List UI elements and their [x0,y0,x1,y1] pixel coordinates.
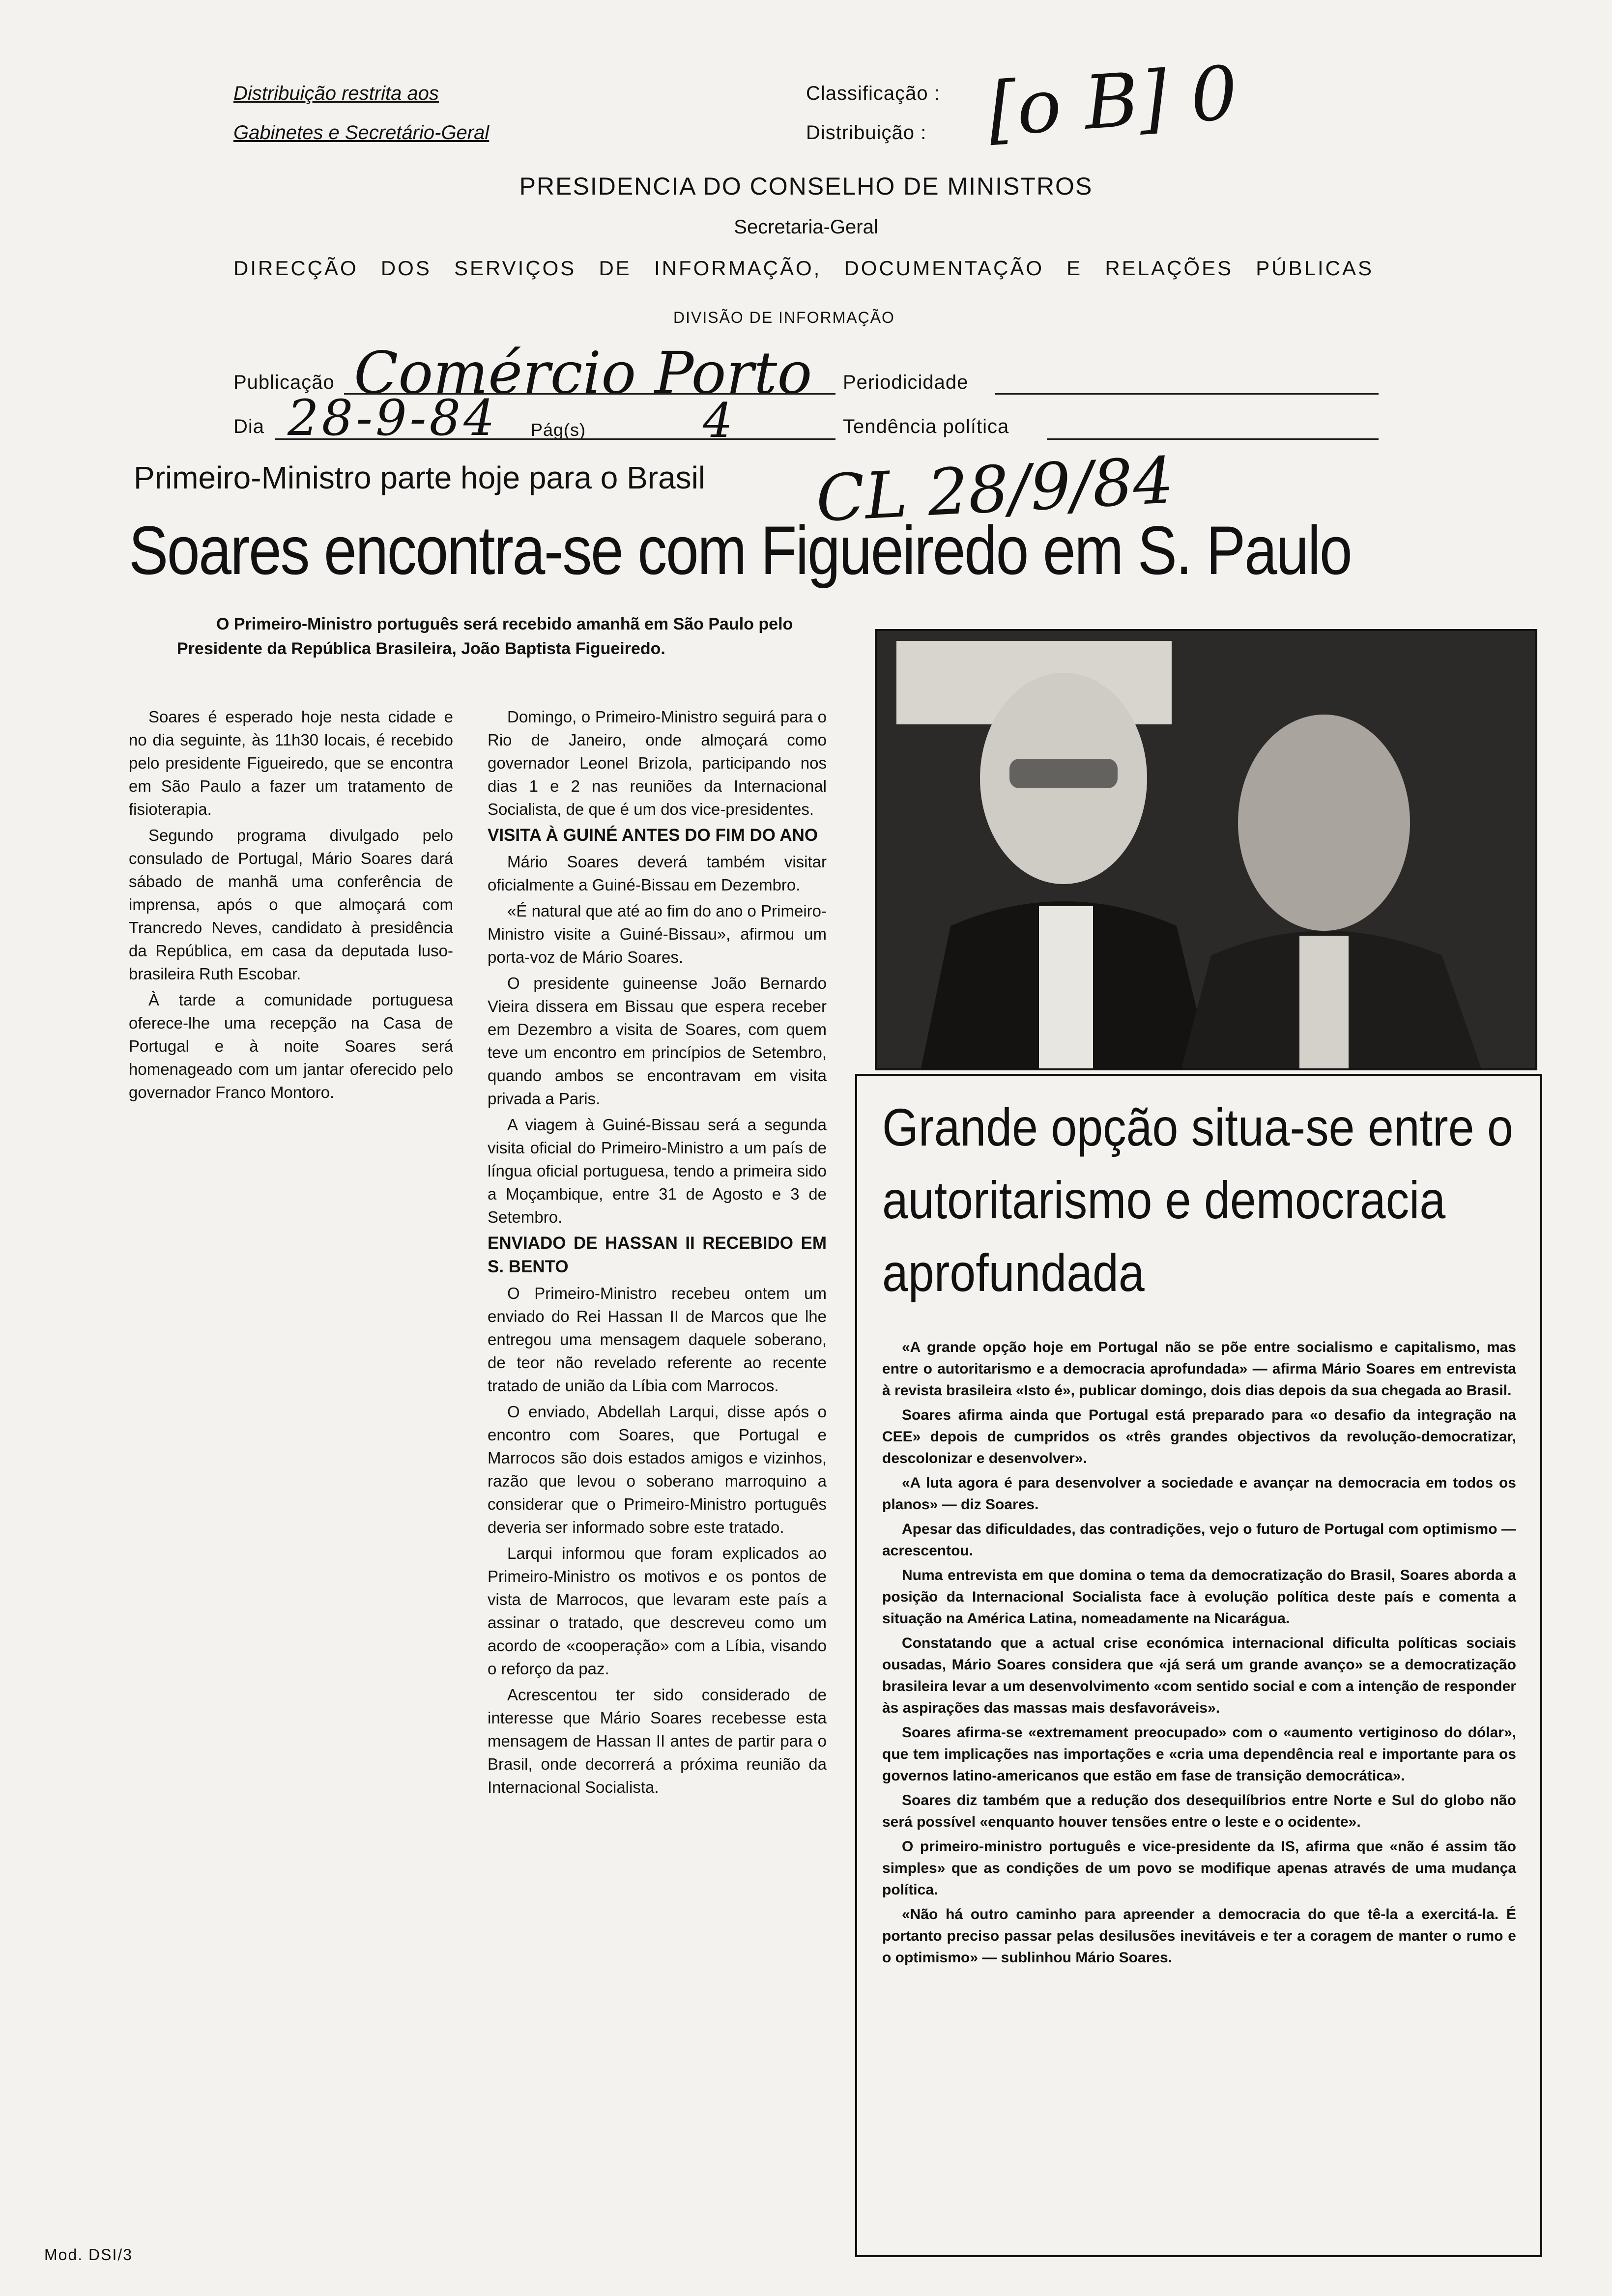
handwritten-code: [o B] 0 [985,50,1240,153]
publication-value: Comércio Porto [354,339,812,407]
publication-label: Publicação [233,372,335,393]
distribution-line-1: Distribuição restrita aos [233,83,439,104]
col1-paragraph-3: À tarde a comunidade portuguesa oferece-lhe uma recepção na Casa de Portugal e à noite Soares será homenageado com um jantar oferecido pelo governador Franco Montoro. [129,991,453,1101]
dept-title: Secretaria-Geral [734,216,878,238]
box-paragraph-4: Apesar das dificuldades, das contradições, vejo o futuro de Portugal com optimismo — acrescentou. [882,1521,1516,1559]
box-paragraph-5: Numa entrevista em que domina o tema da democratização do Brasil, Soares aborda a posição da Internacional Socialista face à evolução política deste país e comenta a situação na América Latina, nomeadamente na Nicarágua. [882,1567,1516,1627]
col2-hassan-3: Larqui informou que foram explicados ao Primeiro-Ministro os motivos e os pontos de vista de Marrocos, que levaram este país a assinar o tratado, que descreveu como um acordo de «cooperação» com a Líbia, visando o reforço da paz. [488,1544,827,1678]
col2-hassan-2: O enviado, Abdellah Larqui, disse após o encontro com Soares, que Portugal e Marrocos são dois estados amigos e vizinhos, razão que levou o soberano marroquino a considerar que o Primeiro-Ministro português deveria ser informado sobre este tratado. [488,1403,827,1536]
org-title: PRESIDENCIA DO CONSELHO DE MINISTROS [519,172,1093,200]
column-2 [488,705,827,1802]
box-paragraph-6: Constatando que a actual crise económica internacional dificulta políticas sociais ousadas, Mário Soares considera que «já será um grande avanço» se a democratização brasileira levar a um desenvolvimento «com sentido social e com a intenção de responder às aspirações das massas mais desfavoráveis». [882,1635,1516,1716]
col1-paragraph-1: Soares é esperado hoje nesta cidade e no dia seguinte, às 11h30 locais, é recebido pelo presidente Figueiredo, que se encontra em São Paulo a fazer um tratamento de fisioterapia. [129,708,453,818]
handwritten-date: CL 28/9/84 [814,443,1176,536]
box-paragraph-3: «A luta agora é para desenvolver a sociedade e avançar na democracia em todos os planos» — diz Soares. [882,1475,1516,1513]
distribution-label: Distribuição : [806,122,927,144]
article-kicker: Primeiro-Ministro parte hoje para o Brasil [134,460,706,495]
tendency-underline [1047,438,1379,440]
box-headline: Grande opção situa-se entre o autoritarismo e democracia aprofundada [882,1097,1513,1302]
periodicity-label: Periodicidade [843,372,969,393]
col2-guine-2: «É natural que até ao fim do ano o Primeiro-Ministro visite a Guiné-Bissau», afirmou um porta-voz de Mário Soares. [488,902,827,966]
col2-hassan-4: Acrescentou ter sido considerado de interesse que Mário Soares recebesse esta mensagem de Hassan II antes de partir para o Brasil, onde decorrerá a próxima reunião da Internacional Socialista. [488,1686,827,1796]
day-value: 28-9-84 [288,389,498,447]
box-paragraph-10: «Não há outro caminho para apreender a democracia do que tê-la a exercitá-la. É portanto preciso passar pelas desilusões inevitáveis e ter a coragem de manter o rumo e o optimismo» — sublinhou Mário Soares. [882,1906,1516,1966]
column-1 [129,705,453,1107]
page-value: 4 [703,393,733,448]
box-paragraph-9: O primeiro-ministro português e vice-presidente da IS, afirma que «não é assim tão simples» que as condições de um povo se modifique apenas através de uma mudança política. [882,1838,1516,1898]
box-paragraph-7: Soares afirma-se «extremament preocupado» com o «aumento vertiginoso do dólar», que tem implicações nas importações e «cria uma dependência real e importante para os governos latino-americanos que estão em fase de transição democrática». [882,1724,1516,1784]
subhead-guine: VISITA À GUINÉ ANTES DO FIM DO ANO [488,826,818,845]
division-title: DIVISÃO DE INFORMAÇÃO [673,309,895,326]
classification-label: Classificação : [806,83,940,104]
day-label: Dia [233,416,265,437]
subhead-hassan: ENVIADO DE HASSAN II RECEBIDO EM S. BENTO [488,1234,827,1276]
news-photo [875,629,1537,1070]
direction-title: DIRECÇÃO DOS SERVIÇOS DE INFORMAÇÃO, DOCUMENTAÇÃO E RELAÇÕES PÚBLICAS [233,257,1374,280]
box-body [882,1337,1516,1972]
periodicity-underline [995,393,1379,395]
col2-guine-3: O presidente guineense João Bernardo Vieira dissera em Bissau que espera receber em Dezembro a visita de Soares, com quem teve um encontro em princípios de Setembro, quando ambos se encontravam em visita privada a Paris. [488,974,827,1108]
photo-figures [877,631,1535,1068]
tendency-label: Tendência política [843,416,1009,437]
col2-intro: Domingo, o Primeiro-Ministro seguirá para o Rio de Janeiro, onde almoçará como governador Leonel Brizola, participando nos dias 1 e 2 nas reuniões da Internacional Socialista, de que é um dos vice-presidentes. [488,708,827,818]
col2-guine-4: A viagem à Guiné-Bissau será a segunda visita oficial do Primeiro-Ministro a um país de língua oficial portuguesa, tendo a primeira sido a Moçambique, entre 31 de Agosto e 3 de Setembro. [488,1116,827,1226]
article-lead: O Primeiro-Ministro português será recebido amanhã em São Paulo pelo Presidente da República Brasileira, João Baptista Figueiredo. [177,615,793,658]
col2-guine-1: Mário Soares deverá também visitar oficialmente a Guiné-Bissau em Dezembro. [488,853,827,894]
day-page-underline [275,438,835,440]
distribution-line-2: Gabinetes e Secretário-Geral [233,122,489,144]
box-paragraph-8: Soares diz também que a redução dos desequilíbrios entre Norte e Sul do globo não será possível «enquanto houver tensões entre o leste e o ocidente». [882,1792,1516,1830]
box-paragraph-2: Soares afirma ainda que Portugal está preparado para «o desafio da integração na CEE» depois de cumpridos os «três grandes objectivos da revolução-democratizar, descolonizar e desenvolver». [882,1407,1516,1466]
box-paragraph-1: «A grande opção hoje em Portugal não se põe entre socialismo e capitalismo, mas entre o autoritarismo e a democracia aprofundada» — afirma Mário Soares em entrevista à revista brasileira «Isto é», publicar domingo, dois dias depois da sua chegada ao Brasil. [882,1339,1516,1399]
page-label: Pág(s) [531,420,586,440]
form-code: Mod. DSI/3 [44,2246,133,2264]
col1-paragraph-2: Segundo programa divulgado pelo consulado de Portugal, Mário Soares dará sábado de manhã uma conferência de imprensa, após o que almoçará com Trancredo Neves, candidato à presidência da República, em casa da deputada luso-brasileira Ruth Escobar. [129,826,453,983]
article-headline: Soares encontra-se com Figueiredo em S. Paulo [129,512,1352,589]
col2-hassan-1: O Primeiro-Ministro recebeu ontem um enviado do Rei Hassan II de Marcos que lhe entregou uma mensagem daquele soberano, de teor não revelado referente ao recente tratado de união da Líbia com Marrocos. [488,1284,827,1395]
